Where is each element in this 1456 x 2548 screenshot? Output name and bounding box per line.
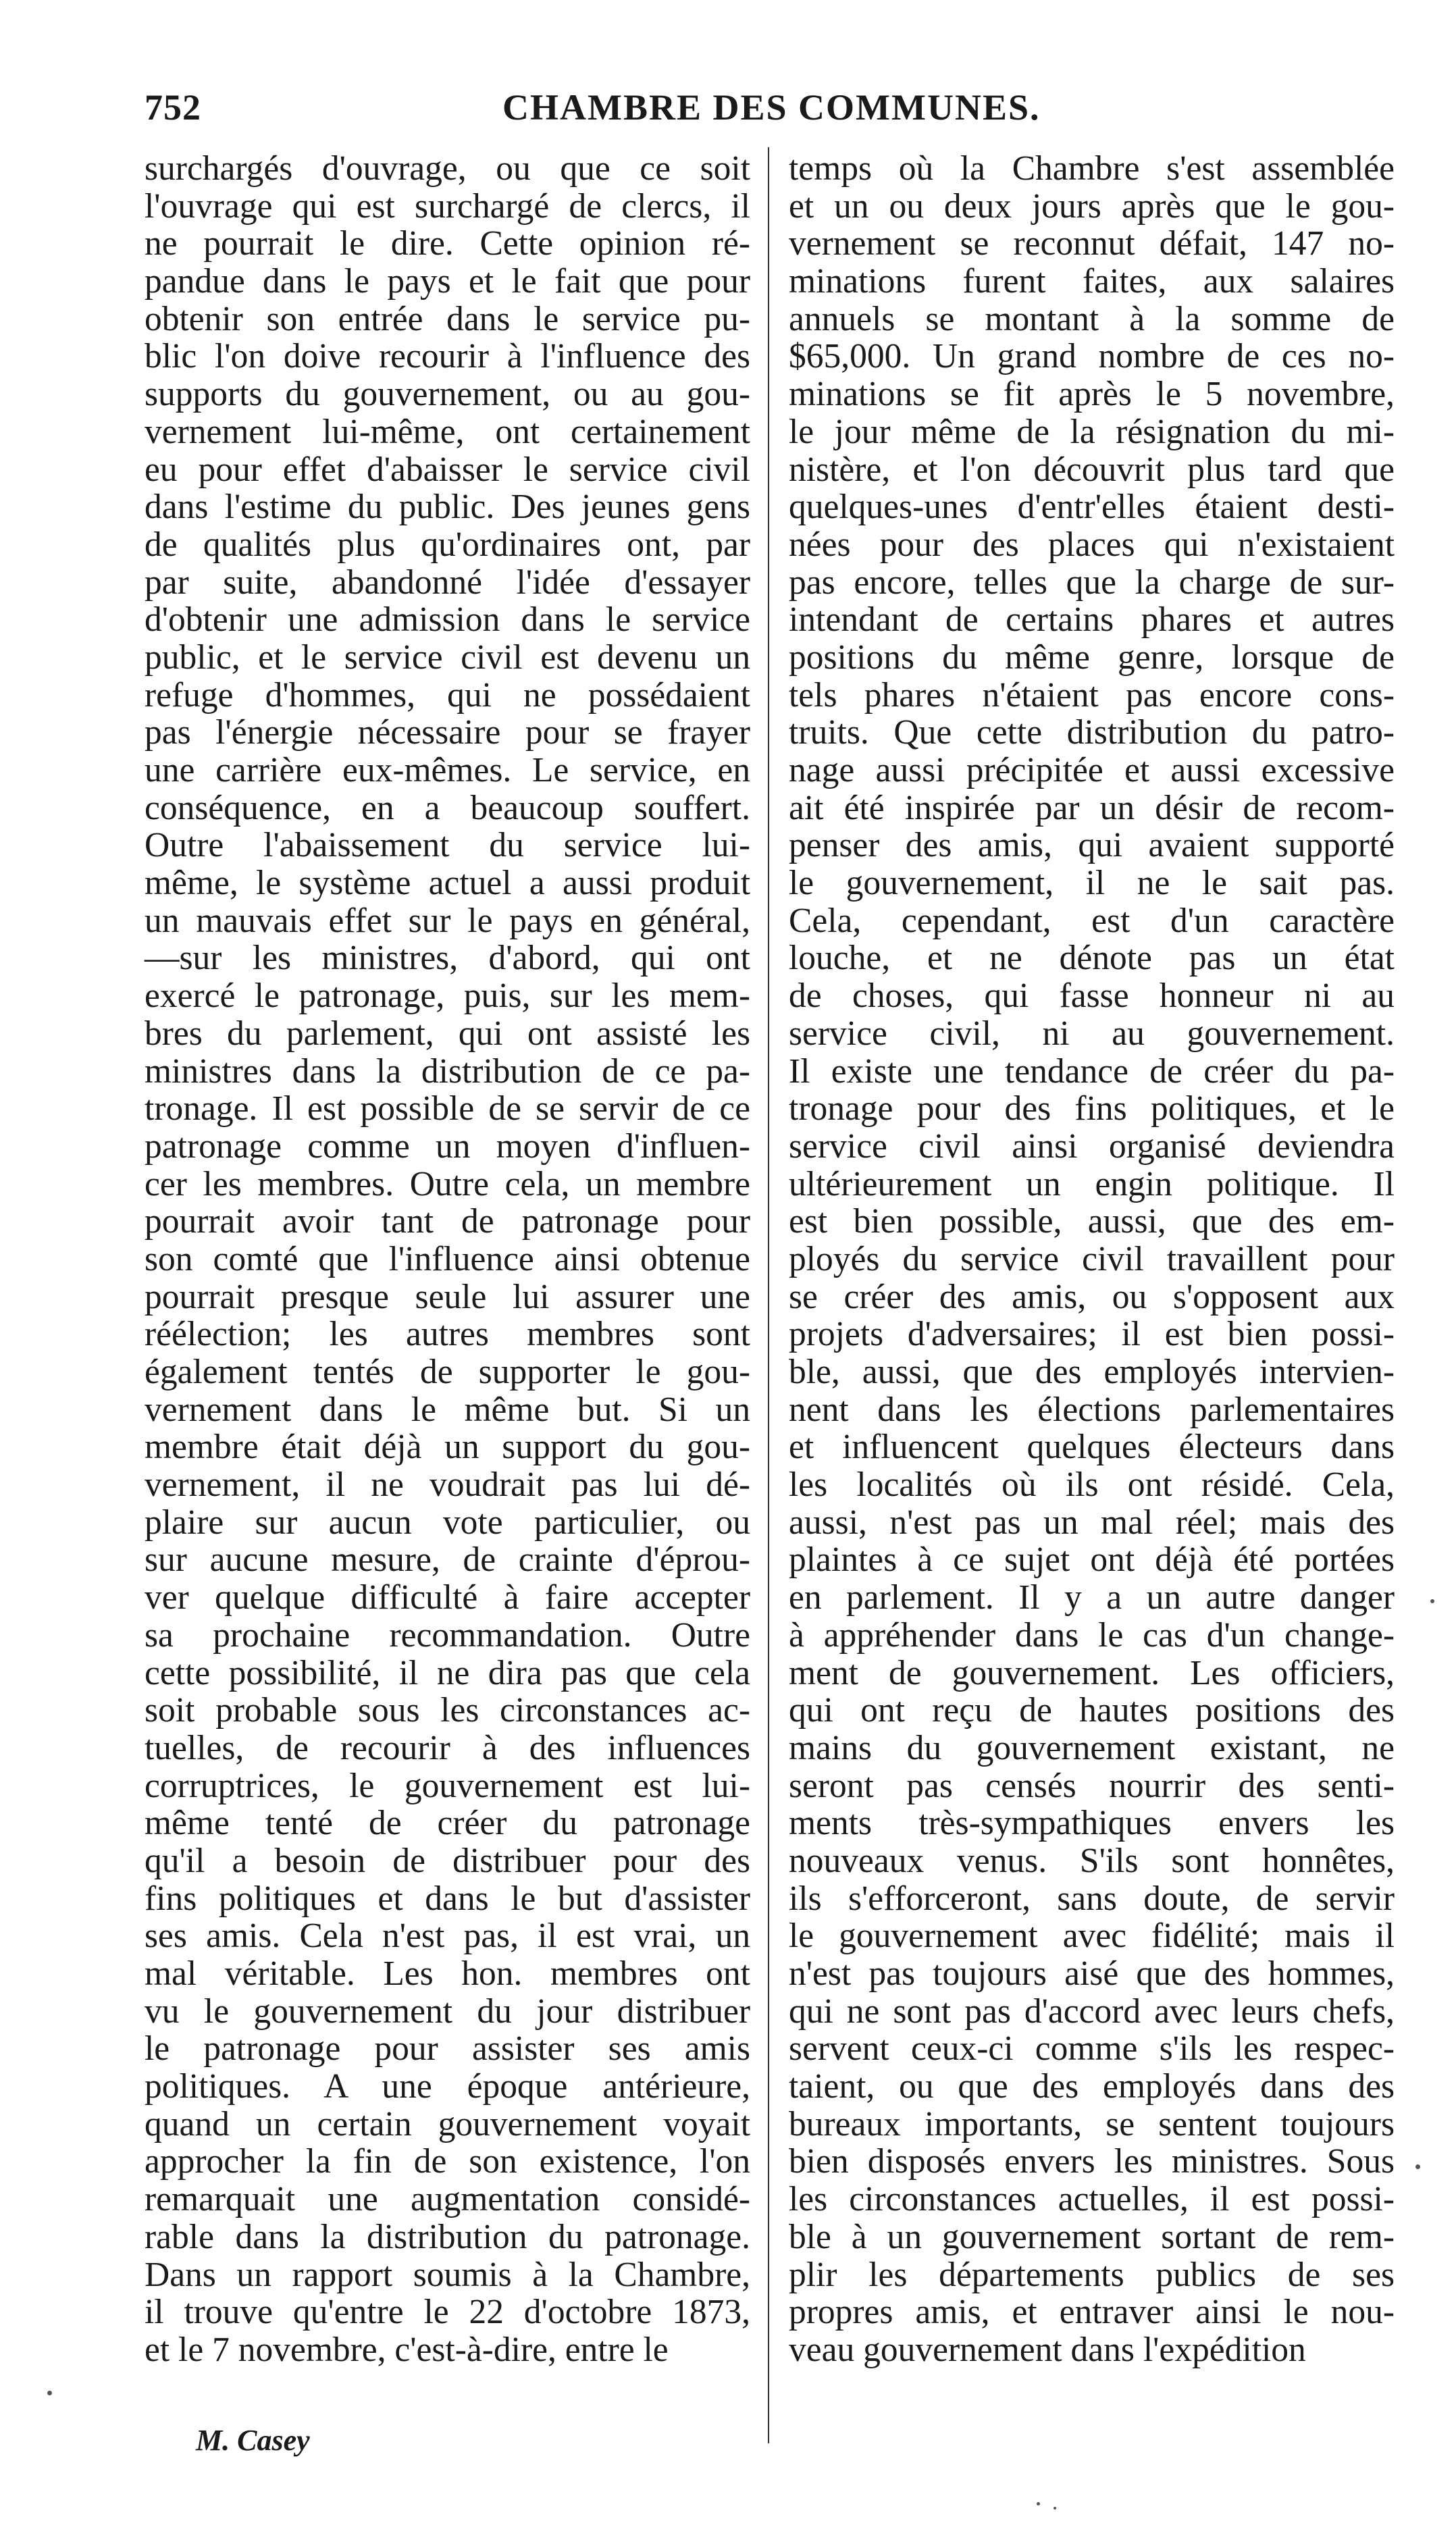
text-line: vernement dans le même but. Si un bbox=[145, 1390, 750, 1429]
text-line: soit probable sous les circonstances ac- bbox=[145, 1691, 750, 1730]
text-line: plaire sur aucun vote particulier, ou bbox=[145, 1503, 750, 1542]
text-line: approcher la fin de son existence, l'on bbox=[145, 2142, 750, 2181]
text-line: corruptrices, le gouvernement est lui- bbox=[145, 1766, 750, 1805]
text-line: de qualités plus qu'ordinaires ont, par bbox=[145, 525, 750, 564]
text-line: le patronage pour assister ses amis bbox=[145, 2029, 750, 2069]
text-line: mal véritable. Les hon. membres ont bbox=[145, 1954, 750, 1993]
text-line: tuelles, de recourir à des influences bbox=[145, 1728, 750, 1767]
text-line: ait été inspirée par un désir de recom- bbox=[789, 788, 1395, 827]
text-line: ne pourrait le dire. Cette opinion ré- bbox=[145, 224, 750, 263]
text-line: surchargés d'ouvrage, ou que ce soit bbox=[145, 149, 750, 188]
text-line: Outre l'abaissement du service lui- bbox=[145, 826, 750, 865]
text-line: blic l'on doive recourir à l'influence des bbox=[145, 337, 750, 376]
text-line: exercé le patronage, puis, sur les mem- bbox=[145, 977, 750, 1016]
text-line: un mauvais effet sur le pays en général, bbox=[145, 901, 750, 940]
page-number: 752 bbox=[145, 87, 201, 128]
text-line: par suite, abandonné l'idée d'essayer bbox=[145, 563, 750, 602]
text-line: penser des amis, qui avaient supporté bbox=[789, 826, 1395, 865]
text-line: public, et le service civil est devenu un bbox=[145, 638, 750, 677]
text-line: pandue dans le pays et le fait que pour bbox=[145, 262, 750, 301]
text-line: eu pour effet d'abaisser le service civil bbox=[145, 450, 750, 489]
text-line: sur aucune mesure, de crainte d'éprou- bbox=[145, 1540, 750, 1580]
text-line: se créer des amis, ou s'opposent aux bbox=[789, 1277, 1395, 1316]
text-line: ses amis. Cela n'est pas, il est vrai, un bbox=[145, 1917, 750, 1956]
text-line: plir les départements publics de ses bbox=[789, 2255, 1395, 2294]
text-line: fins politiques et dans le but d'assister bbox=[145, 1879, 750, 1918]
text-line: conséquence, en a beaucoup souffert. bbox=[145, 788, 750, 827]
text-line: louche, et ne dénote pas un état bbox=[789, 939, 1395, 978]
text-line: également tentés de supporter le gou- bbox=[145, 1353, 750, 1391]
column-divider bbox=[768, 147, 769, 2443]
text-line: et un ou deux jours après que le gou- bbox=[789, 186, 1395, 226]
text-line: seront pas censés nourrir des senti- bbox=[789, 1766, 1395, 1805]
text-line: ble à un gouvernement sortant de rem- bbox=[789, 2217, 1395, 2256]
text-line: son comté que l'influence ainsi obtenue bbox=[145, 1239, 750, 1278]
text-line: pourrait avoir tant de patronage pour bbox=[145, 1202, 750, 1241]
text-line: en parlement. Il y a un autre danger bbox=[789, 1578, 1395, 1617]
text-line: positions du même genre, lorsque de bbox=[789, 638, 1395, 677]
text-line: à appréhender dans le cas d'un change- bbox=[789, 1615, 1395, 1655]
text-line: supports du gouvernement, ou au gou- bbox=[145, 375, 750, 414]
text-line: de choses, qui fasse honneur ni au bbox=[789, 977, 1395, 1016]
text-line: nistère, et l'on découvrit plus tard que bbox=[789, 450, 1395, 489]
text-line: bureaux importants, se sentent toujours bbox=[789, 2104, 1395, 2143]
text-line: temps où la Chambre s'est assemblée bbox=[789, 149, 1395, 188]
text-line: les localités où ils ont résidé. Cela, bbox=[789, 1465, 1395, 1505]
text-line: et influencent quelques électeurs dans bbox=[789, 1428, 1395, 1467]
text-line: les circonstances actuelles, il est possi- bbox=[789, 2180, 1395, 2219]
text-line: vernement, il ne voudrait pas lui dé- bbox=[145, 1465, 750, 1505]
text-line: patronage comme un moyen d'influen- bbox=[145, 1126, 750, 1166]
text-line: service civil, ni au gouvernement. bbox=[789, 1014, 1395, 1053]
text-line: veau gouvernement dans l'expédition bbox=[789, 2330, 1306, 2369]
text-line: propres amis, et entraver ainsi le nou- bbox=[789, 2293, 1395, 2332]
text-line: obtenir son entrée dans le service pu- bbox=[145, 299, 750, 338]
text-line: ultérieurement un engin politique. Il bbox=[789, 1164, 1395, 1203]
text-line: tels phares n'étaient pas encore cons- bbox=[789, 675, 1395, 714]
text-line: le gouvernement, il ne le sait pas. bbox=[789, 864, 1395, 903]
text-line: politiques. A une époque antérieure, bbox=[145, 2067, 750, 2106]
text-line: ployés du service civil travaillent pour bbox=[789, 1239, 1395, 1278]
text-line: est bien possible, aussi, que des em- bbox=[789, 1202, 1395, 1241]
text-line: tronage pour des fins politiques, et le bbox=[789, 1089, 1395, 1128]
left-text-column bbox=[145, 150, 750, 2369]
text-line: plaintes à ce sujet ont déjà été portées bbox=[789, 1540, 1395, 1580]
text-line: minations furent faites, aux salaires bbox=[789, 262, 1395, 301]
text-line: rable dans la distribution du patronage. bbox=[145, 2217, 750, 2256]
text-line: membre était déjà un support du gou- bbox=[145, 1428, 750, 1467]
text-line: n'est pas toujours aisé que des hommes, bbox=[789, 1954, 1395, 1993]
scan-speck bbox=[47, 2391, 52, 2395]
scan-speck bbox=[1037, 2502, 1040, 2505]
text-line: vu le gouvernement du jour distribuer bbox=[145, 1992, 750, 2031]
text-line: aussi, n'est pas un mal réel; mais des bbox=[789, 1503, 1395, 1542]
text-line: tronage. Il est possible de se servir de ce bbox=[145, 1089, 750, 1128]
text-line: et le 7 novembre, c'est-à-dire, entre le bbox=[145, 2330, 669, 2369]
text-line: quand un certain gouvernement voyait bbox=[145, 2104, 750, 2143]
text-line: qui ne sont pas d'accord avec leurs chefs, bbox=[789, 1992, 1395, 2031]
scan-speck bbox=[1415, 2164, 1420, 2169]
text-line: une carrière eux-mêmes. Le service, en bbox=[145, 751, 750, 789]
text-line: nage aussi précipitée et aussi excessive bbox=[789, 751, 1395, 789]
text-line: vernement lui-même, ont certainement bbox=[145, 412, 750, 451]
scan-speck bbox=[1430, 1599, 1434, 1603]
text-line: ver quelque difficulté à faire accepter bbox=[145, 1578, 750, 1617]
text-line: cette possibilité, il ne dira pas que cela bbox=[145, 1653, 750, 1692]
text-line: d'obtenir une admission dans le service bbox=[145, 600, 750, 640]
text-line: —sur les ministres, d'abord, qui ont bbox=[145, 939, 750, 978]
text-line: ment de gouvernement. Les officiers, bbox=[789, 1653, 1395, 1692]
speaker-marginal-note: M. Casey bbox=[196, 2424, 310, 2457]
text-line: mains du gouvernement existant, ne bbox=[789, 1728, 1395, 1767]
right-text-column bbox=[789, 150, 1395, 2369]
text-line: Dans un rapport soumis à la Chambre, bbox=[145, 2255, 750, 2294]
text-line: même tenté de créer du patronage bbox=[145, 1804, 750, 1843]
text-line: qu'il a besoin de distribuer pour des bbox=[145, 1841, 750, 1880]
text-line: nées pour des places qui n'existaient bbox=[789, 525, 1395, 564]
text-line: vernement se reconnut défait, 147 no- bbox=[789, 224, 1395, 263]
text-line: Cela, cependant, est d'un caractère bbox=[789, 901, 1395, 940]
text-line: le jour même de la résignation du mi- bbox=[789, 412, 1395, 451]
text-line: sa prochaine recommandation. Outre bbox=[145, 1615, 750, 1655]
scan-speck bbox=[1054, 2507, 1056, 2510]
text-line: pas encore, telles que la charge de sur- bbox=[789, 563, 1395, 602]
text-line: cer les membres. Outre cela, un membre bbox=[145, 1164, 750, 1203]
text-line: projets d'adversaires; il est bien possi- bbox=[789, 1315, 1395, 1354]
text-line: intendant de certains phares et autres bbox=[789, 600, 1395, 640]
text-line: annuels se montant à la somme de bbox=[789, 299, 1395, 338]
text-line: ments très-sympathiques envers les bbox=[789, 1804, 1395, 1843]
text-line: même, le système actuel a aussi produit bbox=[145, 864, 750, 903]
text-line: service civil ainsi organisé deviendra bbox=[789, 1126, 1395, 1166]
text-line: ils s'efforceront, sans doute, de servir bbox=[789, 1879, 1395, 1918]
text-line: bien disposés envers les ministres. Sous bbox=[789, 2142, 1395, 2181]
text-line: il trouve qu'entre le 22 d'octobre 1873, bbox=[145, 2293, 750, 2332]
text-line: quelques-unes d'entr'elles étaient desti- bbox=[789, 488, 1395, 527]
text-line: bres du parlement, qui ont assisté les bbox=[145, 1014, 750, 1053]
text-line: réélection; les autres membres sont bbox=[145, 1315, 750, 1354]
text-line: qui ont reçu de hautes positions des bbox=[789, 1691, 1395, 1730]
text-line: dans l'estime du public. Des jeunes gens bbox=[145, 488, 750, 527]
running-title: CHAMBRE DES COMMUNES. bbox=[502, 87, 1041, 128]
text-line: $65,000. Un grand nombre de ces no- bbox=[789, 337, 1395, 376]
page-header bbox=[145, 86, 1394, 134]
text-line: ministres dans la distribution de ce pa- bbox=[145, 1051, 750, 1091]
text-line: nent dans les élections parlementaires bbox=[789, 1390, 1395, 1429]
text-line: remarquait une augmentation considé- bbox=[145, 2180, 750, 2219]
text-line: le gouvernement avec fidélité; mais il bbox=[789, 1917, 1395, 1956]
text-line: minations se fit après le 5 novembre, bbox=[789, 375, 1395, 414]
text-line: pas l'énergie nécessaire pour se frayer bbox=[145, 713, 750, 752]
text-line: ble, aussi, que des employés intervien- bbox=[789, 1353, 1395, 1391]
text-line: refuge d'hommes, qui ne possédaient bbox=[145, 675, 750, 714]
text-line: taient, ou que des employés dans des bbox=[789, 2067, 1395, 2106]
text-line: Il existe une tendance de créer du pa- bbox=[789, 1051, 1395, 1091]
text-line: servent ceux-ci comme s'ils les respec- bbox=[789, 2029, 1395, 2069]
text-line: truits. Que cette distribution du patro- bbox=[789, 713, 1395, 752]
text-line: l'ouvrage qui est surchargé de clercs, il bbox=[145, 186, 750, 226]
text-line: nouveaux venus. S'ils sont honnêtes, bbox=[789, 1841, 1395, 1880]
text-line: pourrait presque seule lui assurer une bbox=[145, 1277, 750, 1316]
